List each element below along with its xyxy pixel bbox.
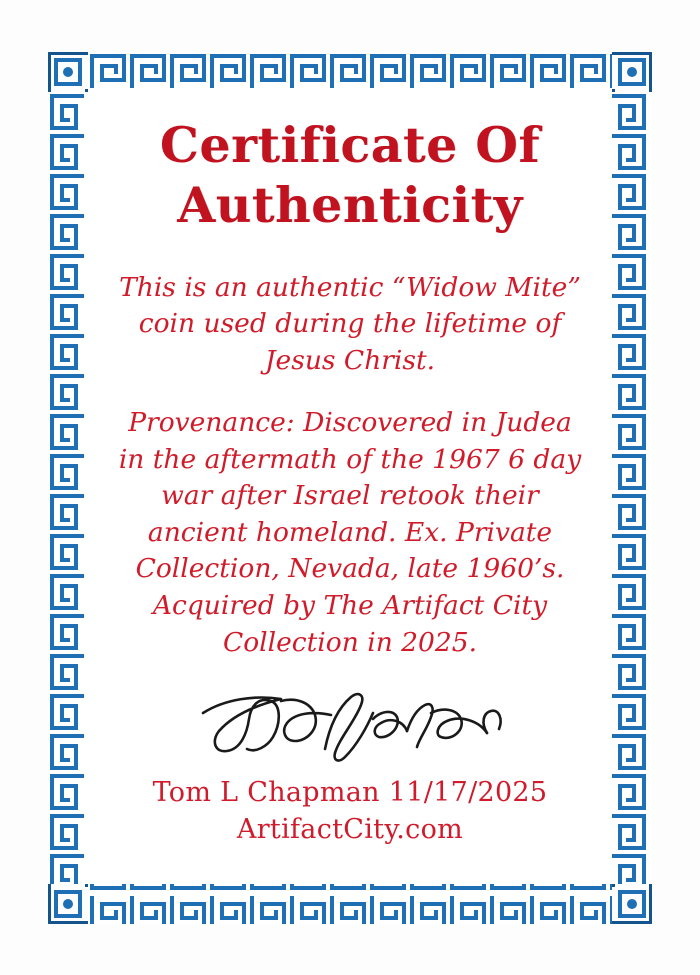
handwritten-signature-icon — [185, 679, 515, 775]
title-line-2: Authenticity — [177, 175, 523, 234]
website-text: ArtifactCity.com — [236, 814, 464, 846]
title-line-1: Certificate Of — [159, 116, 541, 174]
certificate-content — [92, 96, 608, 880]
authenticity-statement: This is an authentic “Widow Mite” coin used during the lifetime of Jesus Christ. — [119, 271, 581, 376]
signature-area — [110, 679, 590, 775]
provenance-text: Provenance: Discovered in Judea in the aftermath of the 1967 6 day war after Israel retook their ancient homeland. Ex. Private Collection, Nevada, late 1960’s. Acquired by The Artifact City Collection in 2025. — [118, 407, 582, 658]
signer-name-and-date: Tom L Chapman 11/17/2025 — [152, 777, 548, 809]
page-title — [110, 116, 590, 236]
